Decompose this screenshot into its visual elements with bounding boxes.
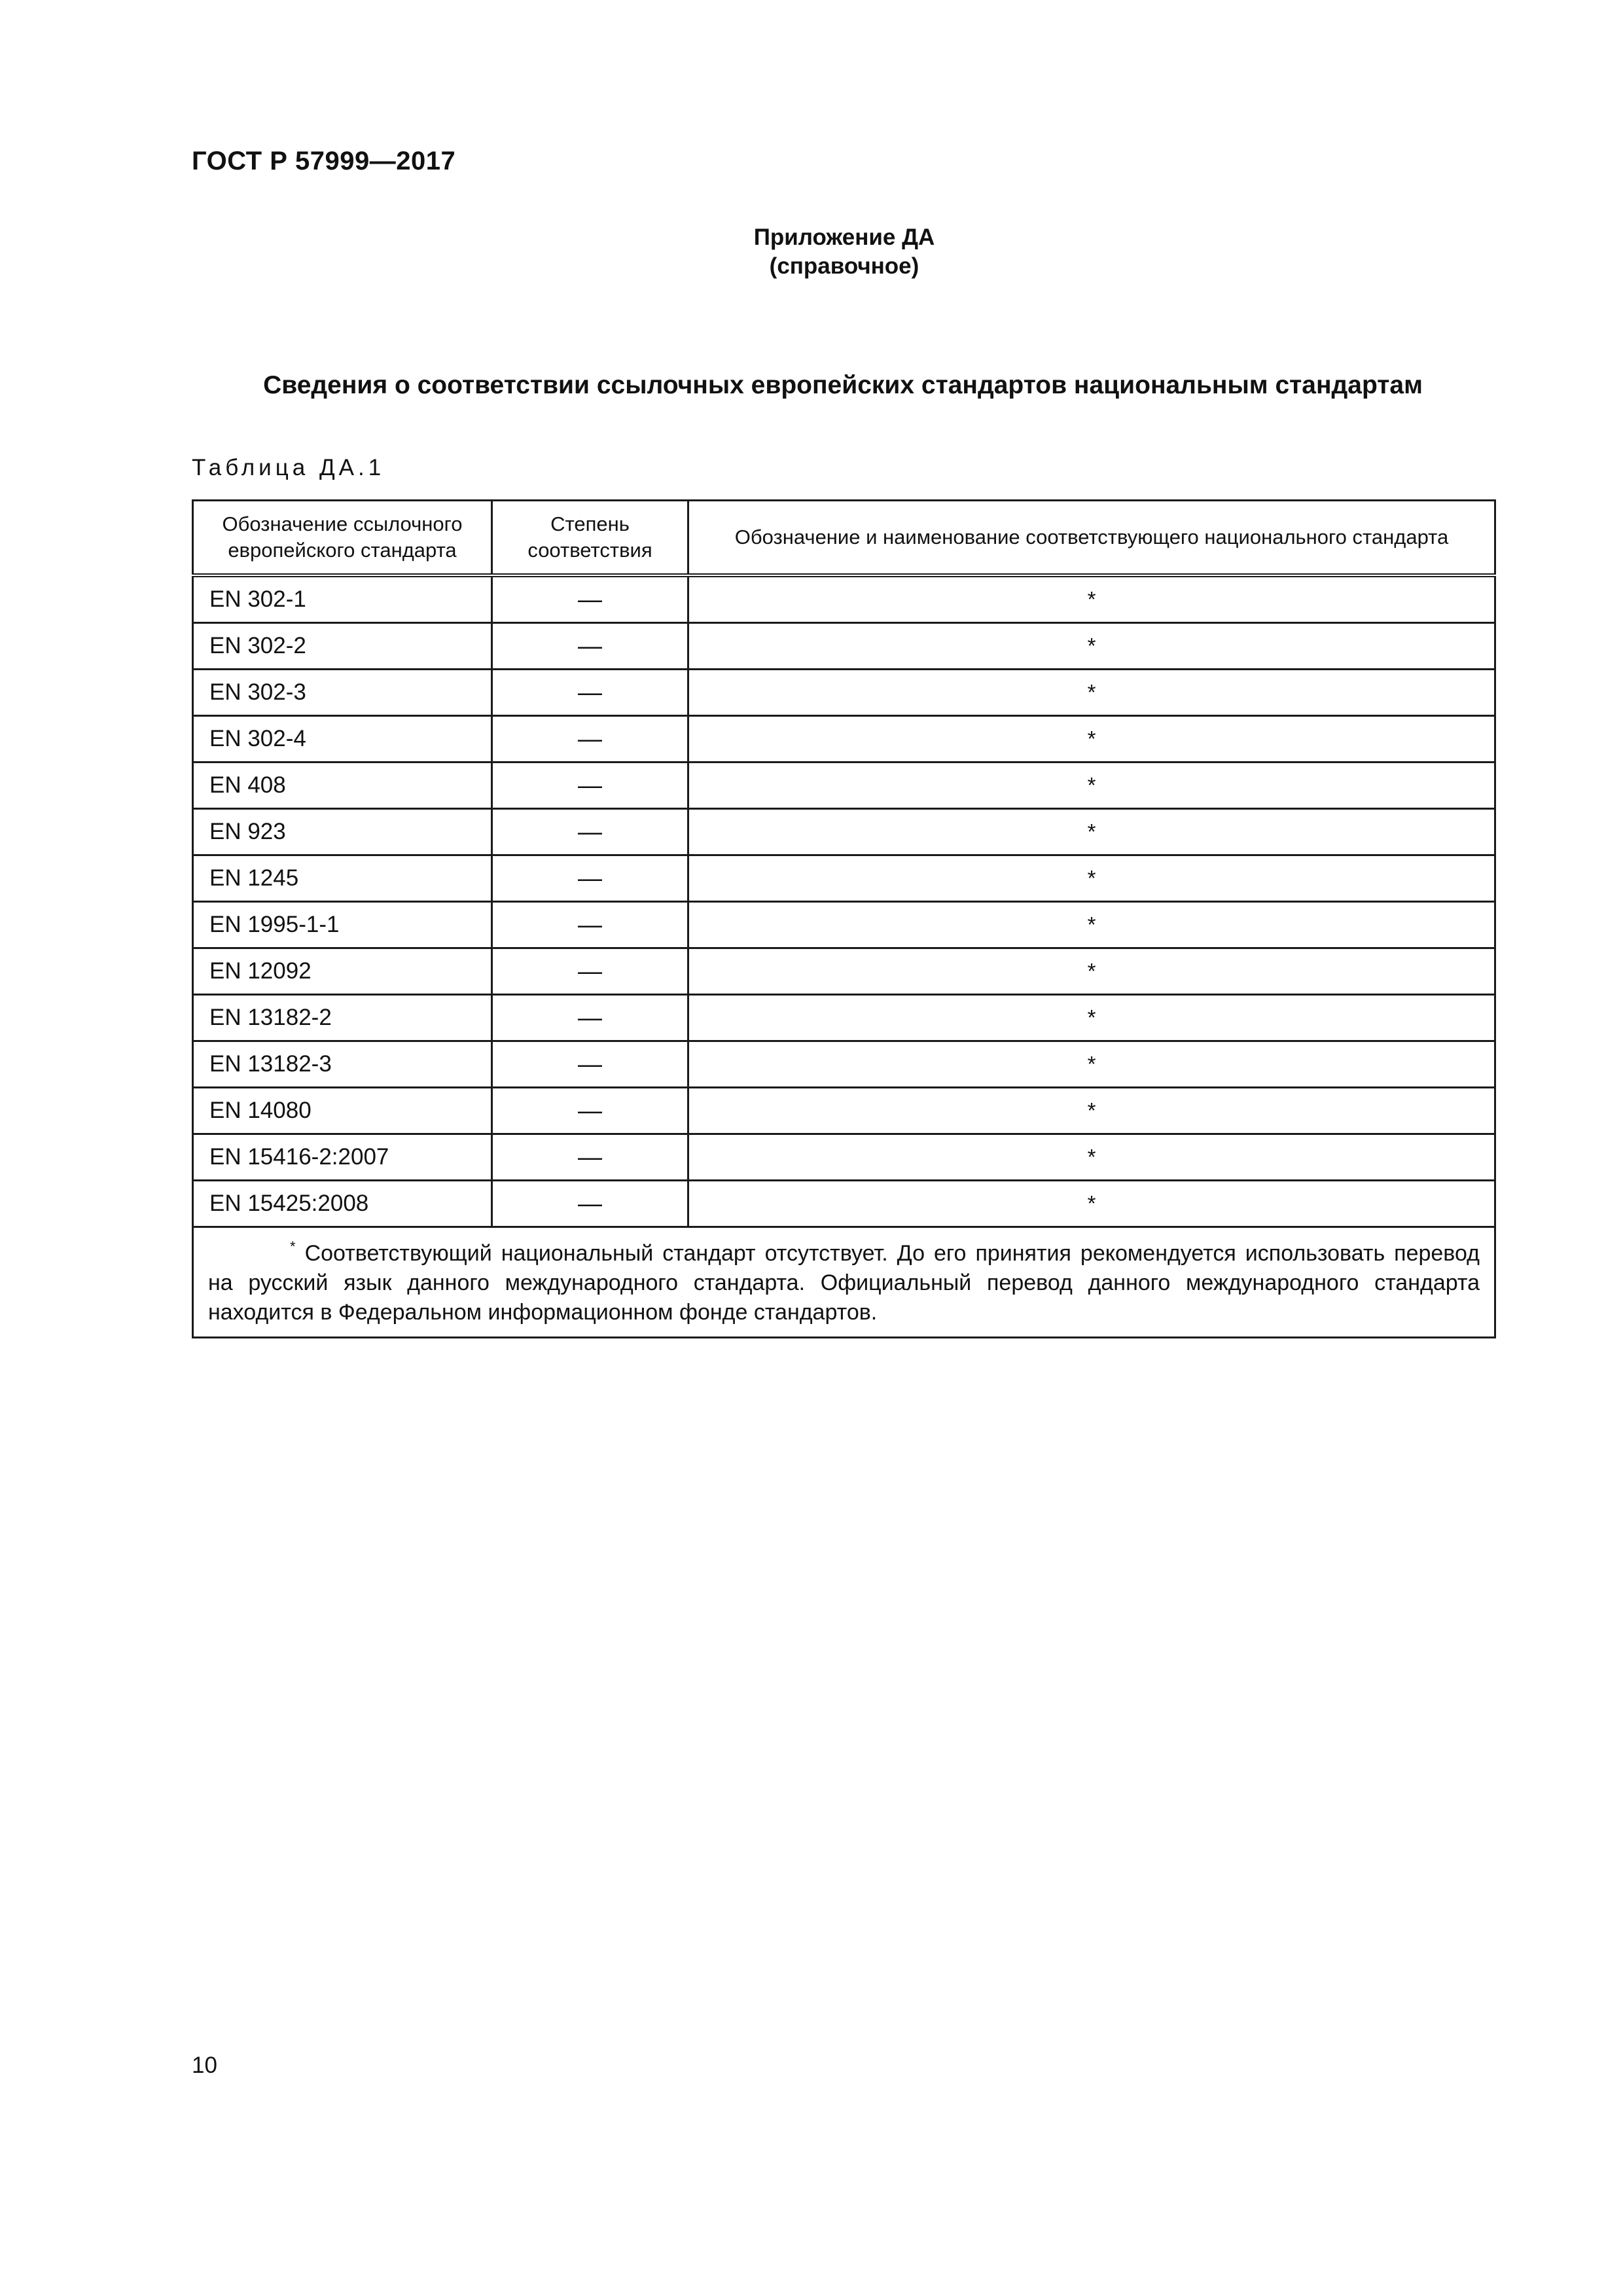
table-row xyxy=(193,762,1495,809)
table-row xyxy=(193,855,1495,902)
cell-degree: — xyxy=(492,1134,688,1181)
cell-standard: EN 1245 xyxy=(193,855,492,902)
table-row xyxy=(193,902,1495,948)
cell-standard: EN 1995-1-1 xyxy=(193,902,492,948)
cell-national: * xyxy=(688,1041,1495,1088)
table-row xyxy=(193,623,1495,670)
cell-standard: EN 408 xyxy=(193,762,492,809)
annex-kind: (справочное) xyxy=(769,253,919,279)
cell-standard: EN 13182-3 xyxy=(193,1041,492,1088)
table-footnote xyxy=(193,1227,1495,1338)
cell-degree: — xyxy=(492,855,688,902)
cell-degree: — xyxy=(492,948,688,995)
footnote-text: Соответствующий национальный стандарт отсутствует. До его принятия рекомендуется использовать перевод на русский язык данного международного стандарта. Официальный перевод данного международного стандарта находится в Федеральном информационном фонде стандартов. xyxy=(208,1241,1480,1325)
cell-degree: — xyxy=(492,623,688,670)
cell-national: * xyxy=(688,762,1495,809)
cell-national: * xyxy=(688,670,1495,716)
cell-national: * xyxy=(688,902,1495,948)
table-row xyxy=(193,995,1495,1041)
cell-standard: EN 302-3 xyxy=(193,670,492,716)
cell-standard: EN 14080 xyxy=(193,1088,492,1134)
annex-title: Приложение ДА xyxy=(753,224,935,250)
cell-national: * xyxy=(688,1181,1495,1227)
cell-national: * xyxy=(688,1088,1495,1134)
correspondence-table xyxy=(192,499,1496,1338)
cell-degree: — xyxy=(492,762,688,809)
cell-standard: EN 302-2 xyxy=(193,623,492,670)
cell-degree: — xyxy=(492,809,688,855)
table-header-row xyxy=(193,501,1495,576)
header-reference-standard: Обозначение ссылочного европейского стандарта xyxy=(193,501,492,576)
cell-standard: EN 13182-2 xyxy=(193,995,492,1041)
cell-degree: — xyxy=(492,716,688,762)
cell-standard: EN 302-1 xyxy=(193,575,492,623)
cell-national: * xyxy=(688,809,1495,855)
cell-national: * xyxy=(688,716,1495,762)
table-row xyxy=(193,575,1495,623)
cell-standard: EN 15425:2008 xyxy=(193,1181,492,1227)
table-row xyxy=(193,670,1495,716)
footnote-row xyxy=(193,1227,1495,1338)
header-degree-of-correspondence: Степень соответствия xyxy=(492,501,688,576)
page-number: 10 xyxy=(192,2053,217,2078)
document-code: ГОСТ Р 57999—2017 xyxy=(192,147,456,175)
table-row xyxy=(193,948,1495,995)
table-row xyxy=(193,809,1495,855)
cell-national: * xyxy=(688,575,1495,623)
cell-national: * xyxy=(688,948,1495,995)
cell-degree: — xyxy=(492,670,688,716)
table-row xyxy=(193,1181,1495,1227)
cell-national: * xyxy=(688,855,1495,902)
cell-national: * xyxy=(688,1134,1495,1181)
table-row xyxy=(193,1088,1495,1134)
table-row xyxy=(193,716,1495,762)
cell-degree: — xyxy=(492,902,688,948)
cell-standard: EN 302-4 xyxy=(193,716,492,762)
cell-standard: EN 12092 xyxy=(193,948,492,995)
cell-degree: — xyxy=(492,575,688,623)
header-national-standard: Обозначение и наименование соответствующего национального стандарта xyxy=(688,501,1495,576)
footnote-marker: * xyxy=(290,1238,296,1255)
cell-standard: EN 15416-2:2007 xyxy=(193,1134,492,1181)
cell-national: * xyxy=(688,995,1495,1041)
table-row xyxy=(193,1041,1495,1088)
section-title: Сведения о соответствии ссылочных европейских стандартов национальным стандартам xyxy=(263,371,1423,399)
cell-standard: EN 923 xyxy=(193,809,492,855)
cell-degree: — xyxy=(492,1041,688,1088)
table-row xyxy=(193,1134,1495,1181)
table-caption: Таблица ДА.1 xyxy=(192,455,385,480)
cell-national: * xyxy=(688,623,1495,670)
cell-degree: — xyxy=(492,1088,688,1134)
cell-degree: — xyxy=(492,995,688,1041)
cell-degree: — xyxy=(492,1181,688,1227)
